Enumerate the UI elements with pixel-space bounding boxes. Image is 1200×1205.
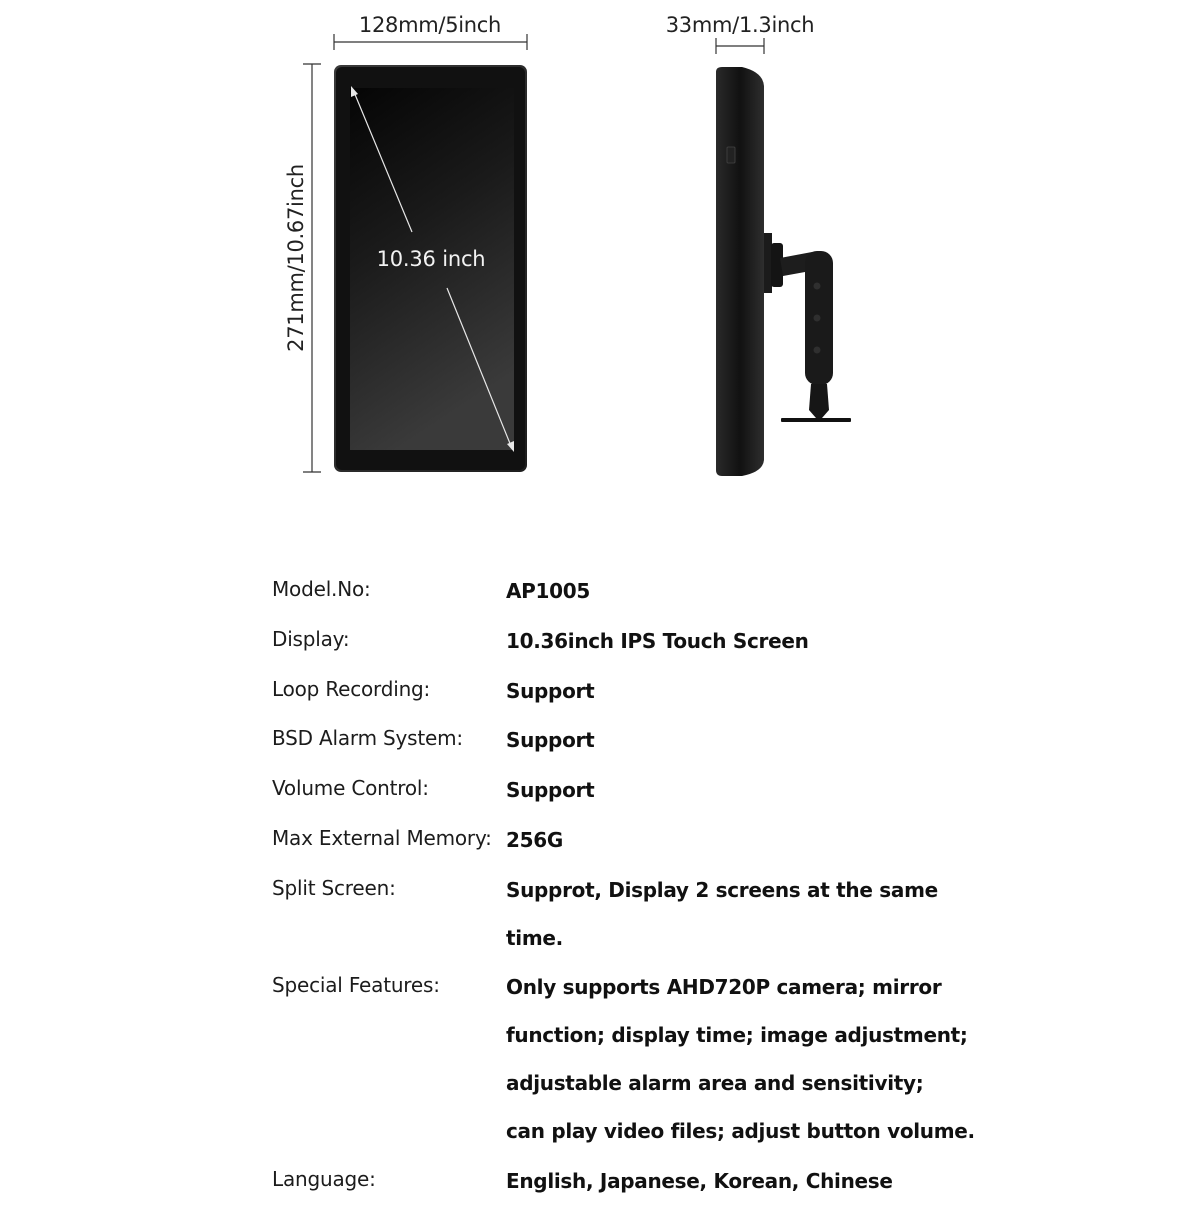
spec-label: Split Screen: <box>272 875 396 900</box>
spec-value-line: Support <box>506 778 595 803</box>
spec-row <box>272 765 1032 815</box>
diagonal-size-label: 10.36 inch <box>376 247 486 271</box>
spec-value <box>506 566 1032 616</box>
spec-label: Special Features: <box>272 973 440 998</box>
spec-value-line: function; display time; image adjustment; <box>506 1023 968 1048</box>
monitor-side-view <box>716 67 851 476</box>
spec-label: Model.No: <box>272 577 371 601</box>
spec-label: Display: <box>272 626 350 651</box>
spec-value <box>506 865 1032 963</box>
front-width-label: 128mm/5inch <box>358 13 502 37</box>
spec-value-line: can play video files; adjust button volume. <box>506 1118 975 1143</box>
spec-value <box>506 1156 1032 1205</box>
spec-label: BSD Alarm System: <box>272 726 463 751</box>
spec-row <box>272 865 1032 963</box>
dimension-drawing <box>0 0 1200 520</box>
side-depth-dimension-line <box>716 38 764 54</box>
spec-value-line: English, Japanese, Korean, Chinese <box>506 1168 893 1193</box>
spec-value <box>506 962 1032 1155</box>
spec-value <box>506 815 1032 865</box>
spec-value-line: Supprot, Display 2 screens at the same <box>506 877 938 902</box>
spec-row <box>272 616 1032 666</box>
spec-value-line: 10.36inch IPS Touch Screen <box>506 628 809 653</box>
spec-label: Language: <box>272 1166 376 1191</box>
spec-row <box>272 815 1032 865</box>
spec-row <box>272 715 1032 765</box>
spec-value-line: Only supports AHD720P camera; mirror <box>506 975 942 1000</box>
spec-value-line: Support <box>506 678 595 703</box>
side-depth-label: 33mm/1.3inch <box>665 13 815 37</box>
spec-row <box>272 566 1032 616</box>
product-dimension-figure <box>0 0 1200 520</box>
spec-label: Loop Recording: <box>272 676 431 701</box>
spec-value-line: 256G <box>506 827 563 852</box>
spec-table <box>272 566 1032 1205</box>
spec-value-line: AP1005 <box>506 579 591 603</box>
spec-value <box>506 666 1032 716</box>
spec-row <box>272 1156 1032 1205</box>
spec-value-line: time. <box>506 925 563 950</box>
front-height-label: 271mm/10.67inch <box>284 164 308 352</box>
spec-value-line: adjustable alarm area and sensitivity; <box>506 1070 924 1095</box>
spec-value <box>506 715 1032 765</box>
spec-value <box>506 616 1032 666</box>
spec-row <box>272 666 1032 716</box>
spec-value-line: Support <box>506 728 595 753</box>
spec-label: Max External Memory: <box>272 825 492 850</box>
spec-row <box>272 962 1032 1155</box>
spec-value <box>506 765 1032 815</box>
spec-label: Volume Control: <box>272 776 429 801</box>
